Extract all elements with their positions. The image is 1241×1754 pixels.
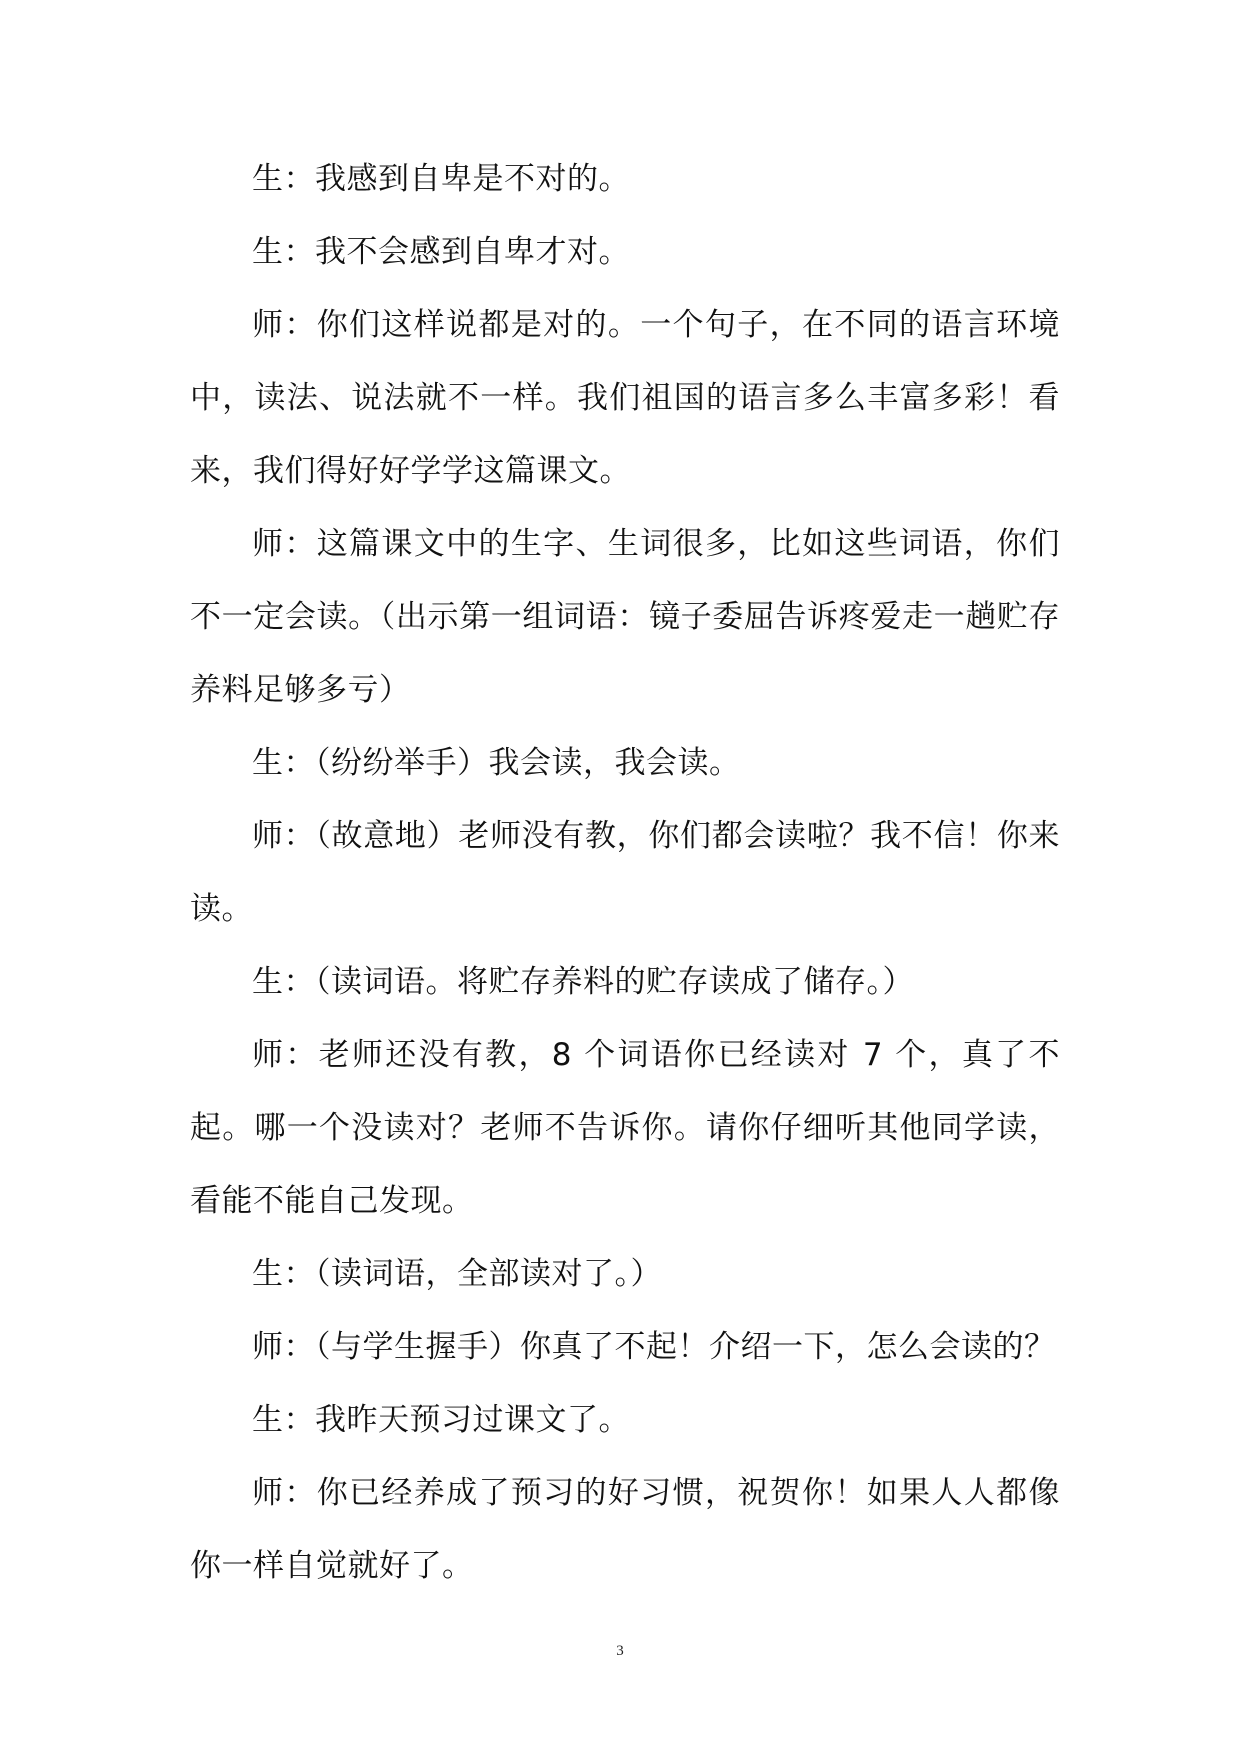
paragraph-student-2: 生：我不会感到自卑才对。 — [252, 234, 630, 270]
paragraph-student-5: 生：（读词语，全部读对了。） — [252, 1256, 662, 1292]
paragraph-teacher-3: 师：（故意地）老师没有教，你们都会读啦？我不信！你来读。 — [190, 818, 1060, 927]
paragraph-teacher-4: 师：老师还没有教，8 个词语你已经读对 7 个，真了不起。哪一个没读对？老师不告诉你。请你仔细听其他同学读，看能不能自己发现。 — [190, 1037, 1060, 1219]
paragraph-student-1: 生：我感到自卑是不对的。 — [252, 161, 630, 197]
paragraph-teacher-2: 师：这篇课文中的生字、生词很多，比如这些词语，你们不一定会读。（出示第一组词语：镜子委屈告诉疼爱走一趟贮存养料足够多亏） — [190, 526, 1060, 708]
paragraph-teacher-6: 师：你已经养成了预习的好习惯，祝贺你！如果人人都像你一样自觉就好了。 — [190, 1475, 1060, 1584]
paragraph-teacher-1: 师：你们这样说都是对的。一个句子，在不同的语言环境中，读法、说法就不一样。我们祖国的语言多么丰富多彩！看来，我们得好好学学这篇课文。 — [190, 307, 1060, 489]
page-number: 3 — [616, 1643, 624, 1659]
paragraph-student-6: 生：我昨天预习过课文了。 — [252, 1402, 630, 1438]
body-text — [190, 143, 1060, 1603]
paragraph-student-4: 生：（读词语。将贮存养料的贮存读成了储存。） — [252, 964, 914, 1000]
paragraph-student-3: 生：（纷纷举手）我会读，我会读。 — [252, 745, 741, 781]
paragraph-teacher-5: 师：（与学生握手）你真了不起！介绍一下，怎么会读的？ — [252, 1329, 1056, 1365]
